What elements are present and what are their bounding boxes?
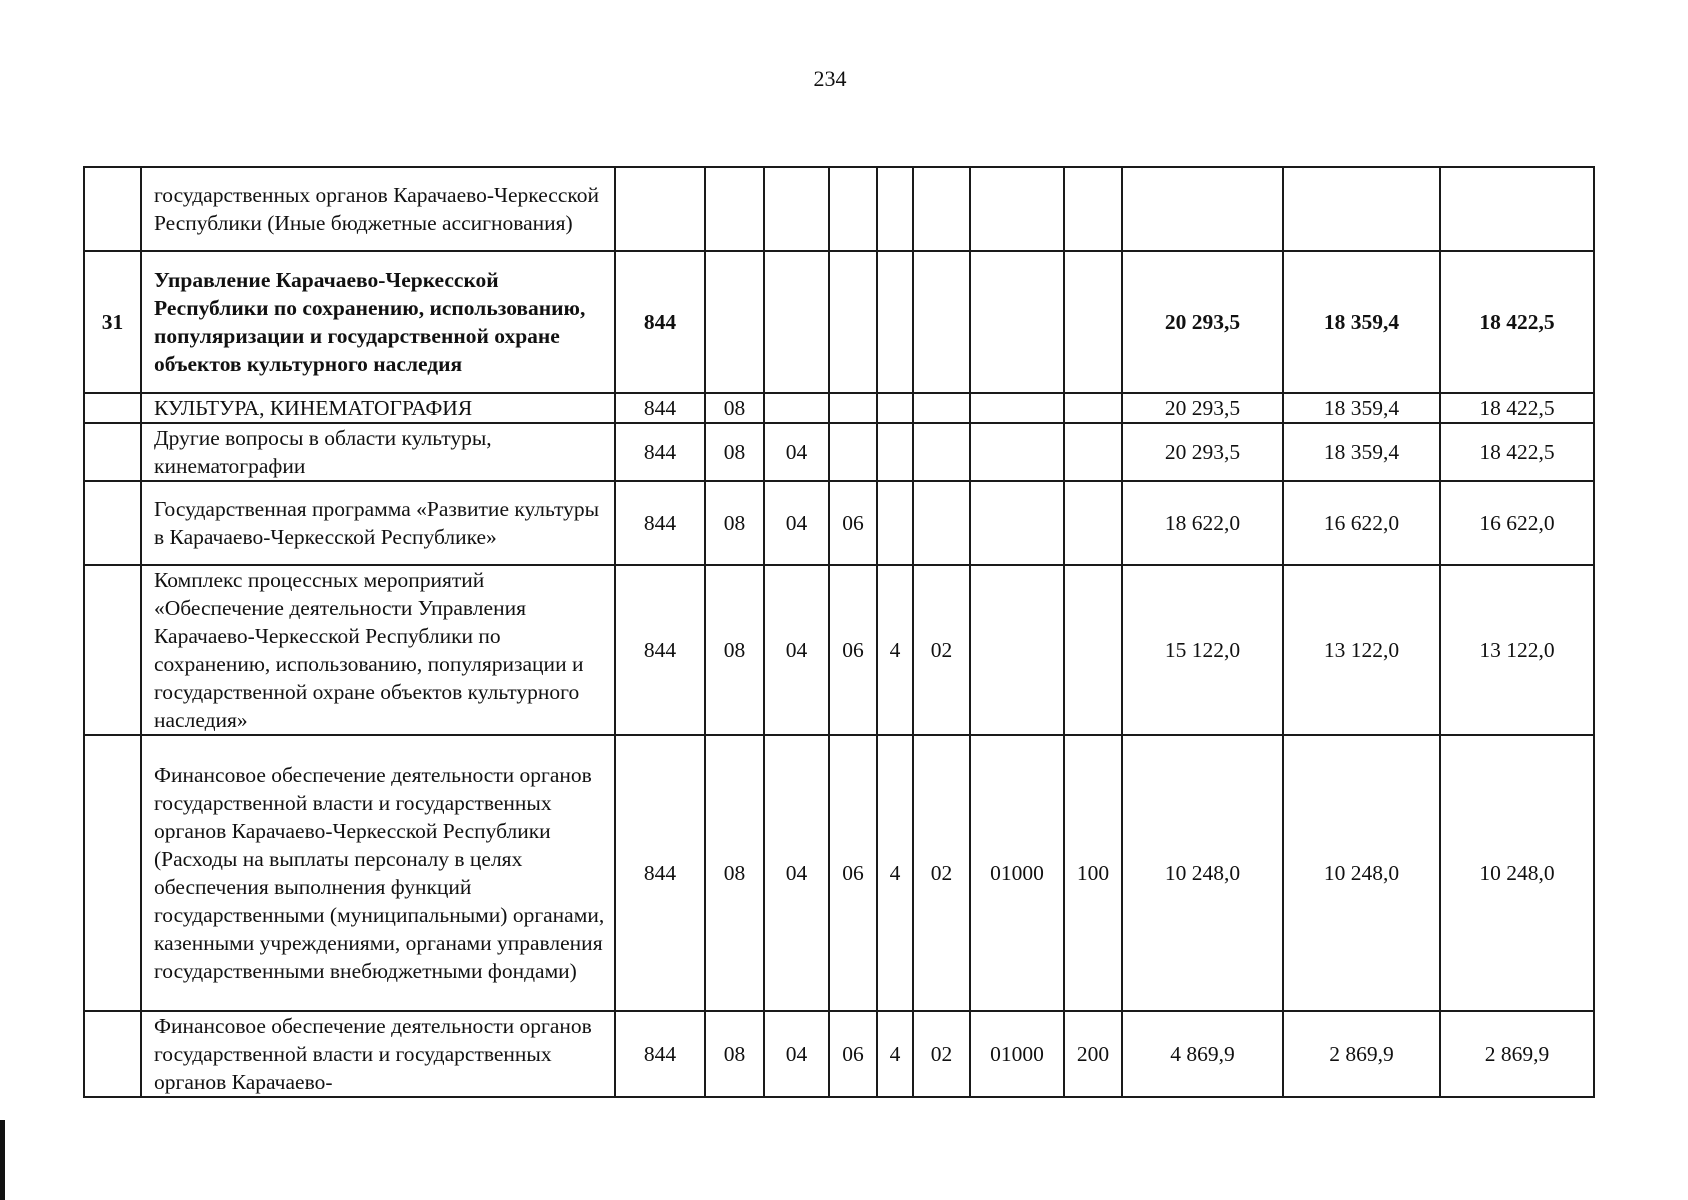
element-code-cell: 02	[913, 1011, 970, 1097]
amount-year3-cell: 18 422,5	[1440, 423, 1594, 481]
subprogram-code-cell: 4	[877, 565, 913, 735]
table-row	[84, 167, 1594, 251]
scan-edge-mark	[0, 1120, 5, 1200]
direction-code-cell	[970, 423, 1064, 481]
subprogram-code-cell: 4	[877, 735, 913, 1011]
section-code-cell	[705, 251, 764, 393]
element-code-cell	[913, 423, 970, 481]
amount-year2-cell: 2 869,9	[1283, 1011, 1440, 1097]
table-row	[84, 565, 1594, 735]
direction-code-cell	[970, 393, 1064, 423]
amount-year1-cell	[1122, 167, 1283, 251]
amount-year2-cell: 10 248,0	[1283, 735, 1440, 1011]
row-number-cell	[84, 481, 141, 565]
amount-year3-cell: 18 422,5	[1440, 393, 1594, 423]
row-number-cell	[84, 565, 141, 735]
amount-year1-cell: 18 622,0	[1122, 481, 1283, 565]
ministry-code-cell: 844	[615, 735, 705, 1011]
subsection-code-cell: 04	[764, 1011, 829, 1097]
row-name-cell: Государственная программа «Развитие культуры в Карачаево-Черкесской Республике»	[141, 481, 615, 565]
subsection-code-cell: 04	[764, 481, 829, 565]
ministry-code-cell: 844	[615, 423, 705, 481]
element-code-cell	[913, 393, 970, 423]
table-row	[84, 393, 1594, 423]
expense-type-cell	[1064, 167, 1122, 251]
direction-code-cell	[970, 481, 1064, 565]
subprogram-code-cell: 4	[877, 1011, 913, 1097]
amount-year1-cell: 20 293,5	[1122, 393, 1283, 423]
subsection-code-cell: 04	[764, 565, 829, 735]
table-row	[84, 1011, 1594, 1097]
section-code-cell	[705, 167, 764, 251]
direction-code-cell	[970, 565, 1064, 735]
table-row	[84, 481, 1594, 565]
amount-year3-cell: 2 869,9	[1440, 1011, 1594, 1097]
table-row	[84, 735, 1594, 1011]
row-name-cell: Финансовое обеспечение деятельности органов государственной власти и государственных органов Карачаево-	[141, 1011, 615, 1097]
expense-type-cell	[1064, 393, 1122, 423]
subsection-code-cell	[764, 167, 829, 251]
subprogram-code-cell	[877, 251, 913, 393]
amount-year1-cell: 4 869,9	[1122, 1011, 1283, 1097]
amount-year2-cell: 18 359,4	[1283, 393, 1440, 423]
subprogram-code-cell	[877, 167, 913, 251]
direction-code-cell	[970, 251, 1064, 393]
amount-year3-cell: 10 248,0	[1440, 735, 1594, 1011]
direction-code-cell: 01000	[970, 1011, 1064, 1097]
element-code-cell: 02	[913, 565, 970, 735]
section-code-cell: 08	[705, 423, 764, 481]
amount-year1-cell: 20 293,5	[1122, 423, 1283, 481]
expense-type-cell	[1064, 565, 1122, 735]
subsection-code-cell	[764, 251, 829, 393]
ministry-code-cell: 844	[615, 251, 705, 393]
row-number-cell	[84, 1011, 141, 1097]
section-code-cell: 08	[705, 481, 764, 565]
row-name-cell: КУЛЬТУРА, КИНЕМАТОГРАФИЯ	[141, 393, 615, 423]
ministry-code-cell	[615, 167, 705, 251]
amount-year1-cell: 20 293,5	[1122, 251, 1283, 393]
budget-table	[83, 166, 1595, 1098]
direction-code-cell: 01000	[970, 735, 1064, 1011]
amount-year3-cell	[1440, 167, 1594, 251]
subprogram-code-cell	[877, 481, 913, 565]
expense-type-cell	[1064, 251, 1122, 393]
amount-year1-cell: 15 122,0	[1122, 565, 1283, 735]
row-number-cell	[84, 393, 141, 423]
row-name-cell: Финансовое обеспечение деятельности органов государственной власти и государственных органов Карачаево-Черкесской Республики (Расходы на выплаты персоналу в целях обеспечения выполнения функций государственными (муниципальными) органами, казенными учреждениями, органами управления государственными внебюджетными фондами)	[141, 735, 615, 1011]
amount-year3-cell: 13 122,0	[1440, 565, 1594, 735]
element-code-cell: 02	[913, 735, 970, 1011]
amount-year3-cell: 16 622,0	[1440, 481, 1594, 565]
amount-year1-cell: 10 248,0	[1122, 735, 1283, 1011]
page-number: 234	[813, 66, 847, 91]
amount-year2-cell: 18 359,4	[1283, 251, 1440, 393]
amount-year2-cell: 16 622,0	[1283, 481, 1440, 565]
element-code-cell	[913, 167, 970, 251]
program-code-cell: 06	[829, 565, 877, 735]
element-code-cell	[913, 481, 970, 565]
row-name-cell: Комплекс процессных мероприятий «Обеспечение деятельности Управления Карачаево-Черкесской Республики по сохранению, использованию, популяризации и государственной охране объектов культурного наследия»	[141, 565, 615, 735]
row-number-cell	[84, 167, 141, 251]
row-number-cell: 31	[84, 251, 141, 393]
program-code-cell: 06	[829, 735, 877, 1011]
section-code-cell: 08	[705, 735, 764, 1011]
ministry-code-cell: 844	[615, 565, 705, 735]
row-name-cell: государственных органов Карачаево-Черкесской Республики (Иные бюджетные ассигнования)	[141, 167, 615, 251]
element-code-cell	[913, 251, 970, 393]
table-row	[84, 251, 1594, 393]
subsection-code-cell: 04	[764, 735, 829, 1011]
program-code-cell	[829, 423, 877, 481]
subprogram-code-cell	[877, 423, 913, 481]
subprogram-code-cell	[877, 393, 913, 423]
expense-type-cell	[1064, 481, 1122, 565]
amount-year2-cell: 13 122,0	[1283, 565, 1440, 735]
program-code-cell	[829, 393, 877, 423]
program-code-cell	[829, 251, 877, 393]
section-code-cell: 08	[705, 393, 764, 423]
program-code-cell: 06	[829, 1011, 877, 1097]
expense-type-cell: 100	[1064, 735, 1122, 1011]
amount-year3-cell: 18 422,5	[1440, 251, 1594, 393]
direction-code-cell	[970, 167, 1064, 251]
subsection-code-cell	[764, 393, 829, 423]
row-name-cell: Другие вопросы в области культуры, кинематографии	[141, 423, 615, 481]
amount-year2-cell: 18 359,4	[1283, 423, 1440, 481]
program-code-cell: 06	[829, 481, 877, 565]
section-code-cell: 08	[705, 1011, 764, 1097]
row-number-cell	[84, 423, 141, 481]
section-code-cell: 08	[705, 565, 764, 735]
row-number-cell	[84, 735, 141, 1011]
subsection-code-cell: 04	[764, 423, 829, 481]
table-row	[84, 423, 1594, 481]
amount-year2-cell	[1283, 167, 1440, 251]
ministry-code-cell: 844	[615, 481, 705, 565]
ministry-code-cell: 844	[615, 1011, 705, 1097]
expense-type-cell: 200	[1064, 1011, 1122, 1097]
row-name-cell: Управление Карачаево-Черкесской Республики по сохранению, использованию, популяризации и государственной охране объектов культурного наследия	[141, 251, 615, 393]
program-code-cell	[829, 167, 877, 251]
expense-type-cell	[1064, 423, 1122, 481]
ministry-code-cell: 844	[615, 393, 705, 423]
